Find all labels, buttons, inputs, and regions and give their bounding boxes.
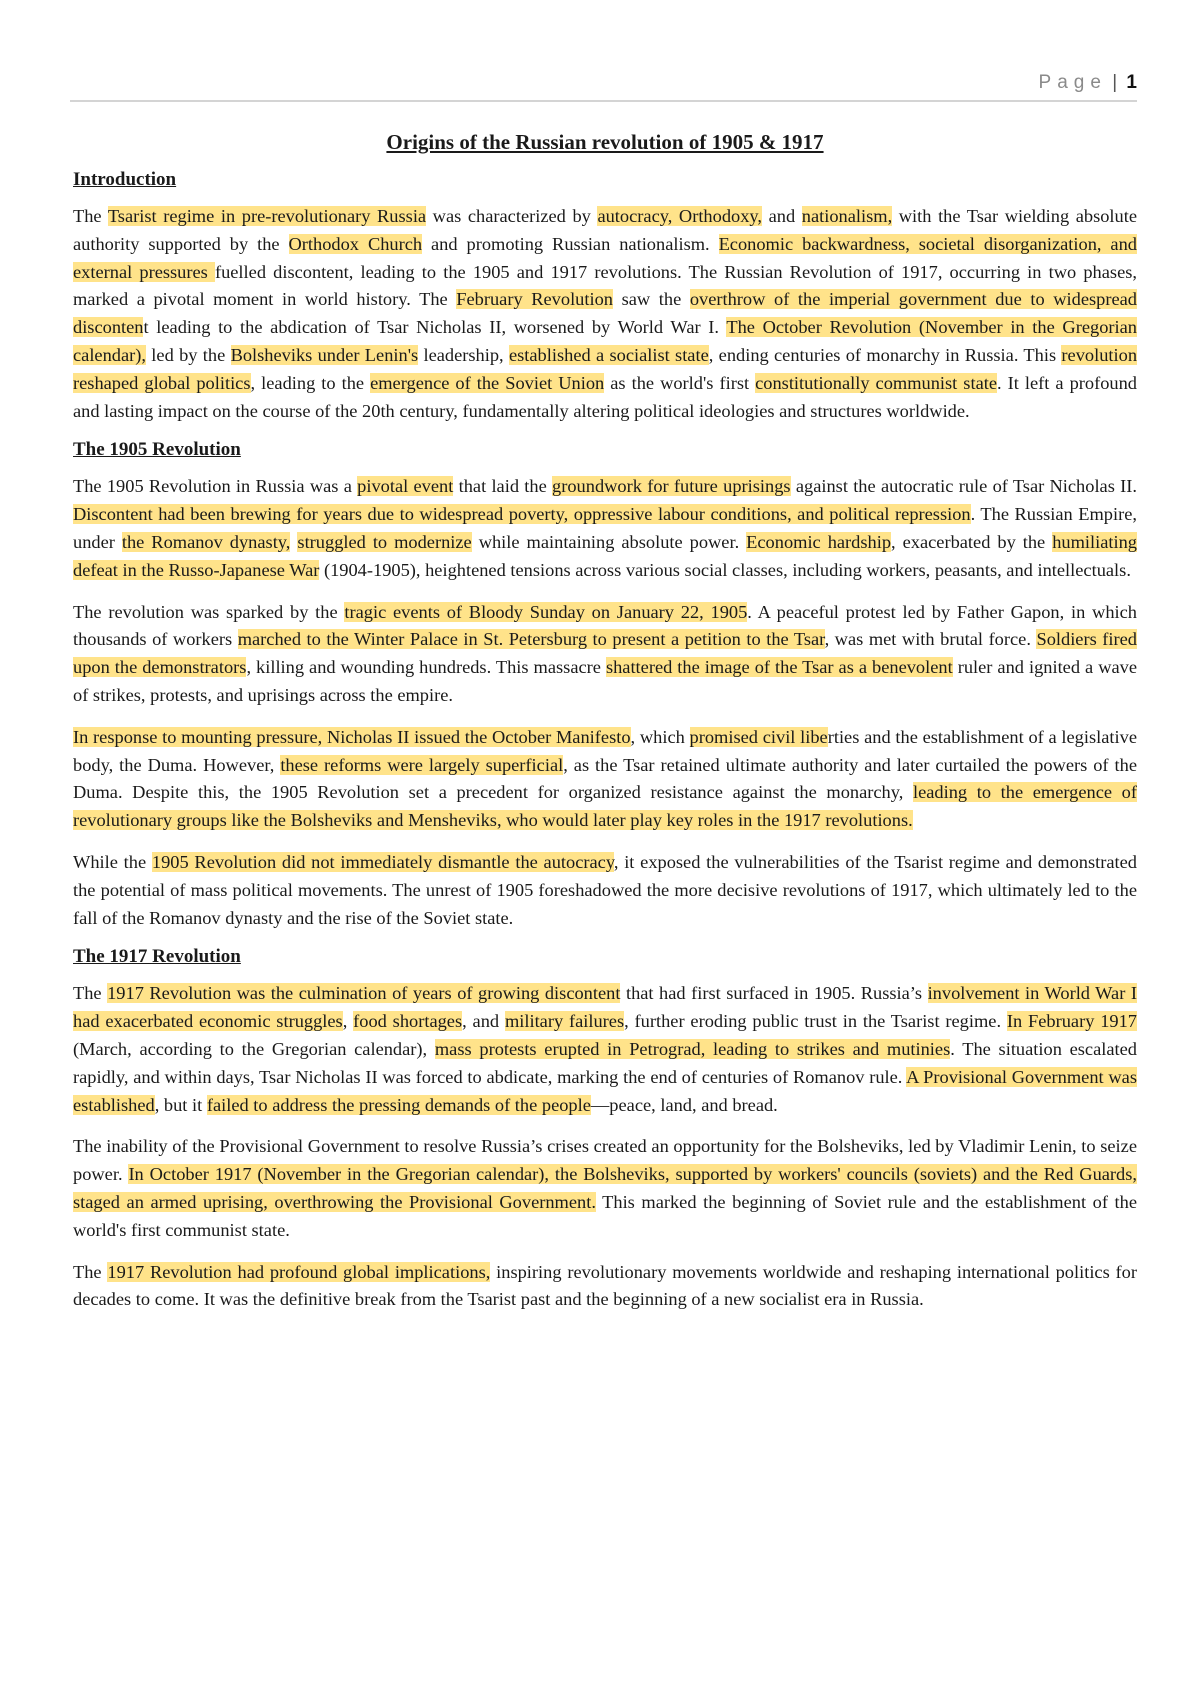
highlighted-text: shattered the image of the Tsar as a benevolent — [605, 657, 953, 678]
highlighted-text: revolution reshaped global politics — [73, 344, 1138, 393]
text-run: , leading to the — [250, 372, 371, 393]
highlighted-text: humiliating defeat in the Russo-Japanese War — [73, 531, 1137, 580]
text-run: that laid the — [453, 476, 553, 497]
highlighted-text: food shortages — [353, 1011, 463, 1032]
text-run: ruler and ignited a wave of strikes, protests, and uprisings across the empire. — [73, 657, 1137, 705]
highlighted-text: Soldiers fired upon the demonstrators — [73, 629, 1137, 678]
highlighted-text: constitutionally communist state — [755, 372, 997, 393]
highlighted-text: Bolsheviks under Lenin's — [230, 344, 419, 365]
highlighted-text: involvement in World War I had exacerbated economic struggles — [73, 983, 1137, 1032]
highlighted-text: In October 1917 (November in the Gregorian calendar), the Bolsheviks, supported by workers' councils (soviets) and the Red Guards, staged an armed uprising, overthrowing the Provisional Government. — [73, 1164, 1138, 1212]
text-run: This marked the beginning of Soviet rule and the establishment of the world's first communist state. — [73, 1191, 1137, 1240]
text-run: , killing and wounding hundreds. This massacre — [246, 657, 606, 678]
document-body — [73, 130, 1137, 1328]
page-header — [70, 72, 1137, 102]
text-run: and — [762, 206, 802, 226]
highlighted-text: marched to the Winter Palace in St. Petersburg to present a petition to the Tsar — [237, 629, 825, 650]
text-run: . The Russian Empire, under — [73, 504, 1137, 552]
highlighted-text: February Revolution — [456, 289, 613, 310]
section-heading: The 1905 Revolution — [73, 439, 241, 461]
text-run: The revolution was sparked by the — [73, 601, 345, 622]
paragraph — [73, 1259, 1137, 1315]
text-run: The — [73, 1261, 108, 1282]
text-run: . It left a profound and lasting impact on the course of the 20th century, fundamentally altering political ideologies and structures worldwide. — [73, 372, 1137, 421]
highlighted-text: groundwork for future uprisings — [552, 476, 791, 497]
page-separator: | — [1112, 72, 1118, 93]
text-run: while maintaining absolute power. — [471, 531, 747, 552]
text-run: , exacerbated by the — [891, 531, 1053, 552]
highlighted-text: these reforms were largely superficial — [280, 754, 564, 775]
text-run: was characterized by — [426, 206, 598, 226]
paragraph — [73, 980, 1137, 1119]
text-run: against the autocratic rule of Tsar Nicholas II. — [790, 476, 1137, 497]
highlighted-text: Tsarist regime in pre-revolutionary Russia — [107, 206, 427, 226]
text-run: (1904-1905), heightened tensions across various social classes, including workers, peasants, and intellectuals. — [319, 559, 1131, 580]
highlighted-text: The October Revolution (November in the Gregorian calendar), — [73, 317, 1137, 365]
paragraph — [73, 203, 1137, 425]
text-run: t leading to the abdication of Tsar Nicholas II, worsened by World War I. — [143, 317, 727, 338]
text-run: , — [342, 1011, 354, 1032]
highlighted-text: 1917 Revolution had profound global implications, — [107, 1261, 491, 1282]
text-run: . A peaceful protest led by Father Gapon, in which thousands of workers — [73, 601, 1137, 650]
highlighted-text: 1905 Revolution did not immediately dismantle the autocracy — [151, 851, 614, 872]
highlighted-text: overthrow of the imperial government due to widespread disconten — [73, 289, 1137, 338]
text-run: leadership, — [418, 344, 509, 365]
paragraph — [73, 599, 1137, 710]
text-run: that had first surfaced in 1905. Russia’s — [620, 983, 928, 1004]
highlighted-text: tragic events of Bloody Sunday on January 22, 1905 — [344, 601, 748, 622]
highlighted-text: pivotal event — [357, 476, 454, 497]
text-run: The — [73, 983, 108, 1004]
text-run: While the — [73, 851, 152, 872]
text-run: , ending centuries of monarchy in Russia. This — [708, 344, 1062, 365]
paragraph — [73, 724, 1137, 835]
text-run: , was met with brutal force. — [824, 629, 1037, 650]
highlighted-text: failed to address the pressing demands of the people — [206, 1094, 591, 1115]
highlighted-text: the Romanov dynasty, — [121, 531, 291, 552]
text-run: —peace, land, and bread. — [590, 1094, 778, 1115]
highlighted-text: struggled to modernize — [297, 531, 472, 552]
highlighted-text: promised civil libe — [689, 726, 828, 747]
highlighted-text: Economic backwardness, societal disorganization, and external pressures — [73, 233, 1137, 282]
highlighted-text: Discontent had been brewing for years due to widespread poverty, oppressive labour conditions, and political repression — [73, 504, 971, 525]
highlighted-text: In February 1917 — [1006, 1011, 1138, 1032]
page-label: Page — [1038, 72, 1107, 93]
paragraph — [73, 473, 1137, 584]
text-run: as the world's first — [604, 372, 756, 393]
highlighted-text: military failures — [504, 1011, 625, 1032]
text-run: and promoting Russian nationalism. — [422, 233, 719, 254]
highlighted-text: leading to the emergence of revolutionary groups like the Bolsheviks and Mensheviks, who would later play key roles in the 1917 revolutions. — [73, 782, 1138, 831]
text-run: fuelled discontent, leading to the 1905 and 1917 revolutions. The Russian Revolution of 1917, occurring in two phases, marked a pivotal moment in world history. The — [73, 261, 1137, 310]
document-title: Origins of the Russian revolution of 1905 & 1917 — [386, 130, 824, 154]
sections-container — [73, 169, 1137, 1314]
text-run: with the Tsar wielding absolute authority supported by the — [73, 206, 1138, 254]
text-run: rties and the establishment of a legislative body, the Duma. However, — [73, 726, 1137, 775]
text-run: , which — [630, 726, 690, 747]
text-run: , as the Tsar retained ultimate authority and later curtailed the powers of the Duma. Despite this, the 1905 Revolution set a precedent for organized resistance against the monarchy, — [73, 754, 1137, 803]
highlighted-text: nationalism, — [801, 206, 893, 226]
text-run: , and — [462, 1011, 505, 1032]
page-number: 1 — [1126, 72, 1137, 93]
highlighted-text: established a socialist state — [508, 344, 709, 365]
text-run: . The situation escalated rapidly, and within days, Tsar Nicholas II was forced to abdicate, marking the end of centuries of Romanov rule. — [73, 1038, 1137, 1087]
highlighted-text: Economic hardship — [746, 531, 892, 552]
section-heading: The 1917 Revolution — [73, 946, 241, 968]
text-run: saw the — [613, 289, 690, 310]
text-run: The inability of the Provisional Government to resolve Russia’s crises created an opportunity for the Bolsheviks, led by Vladimir Lenin, to seize power. — [73, 1136, 1137, 1185]
section-heading: Introduction — [73, 169, 177, 190]
paragraph — [73, 849, 1137, 932]
text-run: The — [73, 206, 108, 226]
text-run: , further eroding public trust in the Tsarist regime. — [624, 1011, 1007, 1032]
highlighted-text: emergence of the Soviet Union — [370, 372, 605, 393]
highlighted-text: A Provisional Government was established — [73, 1066, 1137, 1115]
text-run: inspiring revolutionary movements worldwide and reshaping international politics for decades to come. It was the definitive break from the Tsarist past and the beginning of a new socialist era in Russia. — [73, 1261, 1137, 1310]
highlighted-text: autocracy, Orthodoxy, — [597, 206, 763, 226]
paragraph — [73, 1133, 1137, 1244]
text-run: , it exposed the vulnerabilities of the Tsarist regime and demonstrated the potential of mass political movements. The unrest of 1905 foreshadowed the more decisive revolutions of 1917, which ultimately led to the fall of the Romanov dynasty and the rise of the Soviet state. — [73, 851, 1137, 928]
text-run: (March, according to the Gregorian calendar), — [73, 1038, 435, 1059]
text-run: led by the — [146, 344, 231, 365]
highlighted-text: mass protests erupted in Petrograd, leading to strikes and mutinies — [434, 1038, 951, 1059]
highlighted-text: In response to mounting pressure, Nicholas II issued the October Manifesto — [73, 726, 631, 747]
text-run: The 1905 Revolution in Russia was a — [73, 476, 358, 497]
text-run: , but it — [154, 1094, 207, 1115]
highlighted-text: Orthodox Church — [288, 233, 423, 254]
highlighted-text: 1917 Revolution was the culmination of years of growing discontent — [107, 983, 621, 1004]
